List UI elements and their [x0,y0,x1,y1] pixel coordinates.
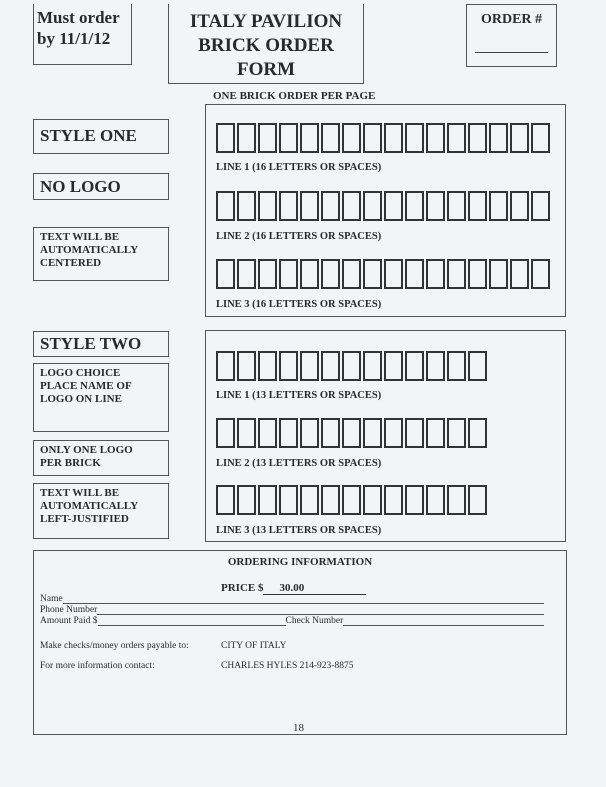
letter-box[interactable] [489,191,508,221]
form-title-line2: BRICK ORDER FORM [198,35,334,80]
logo-choice-note [33,363,169,432]
letter-box[interactable] [405,123,424,153]
letter-box[interactable] [300,351,319,381]
letter-box[interactable] [279,351,298,381]
letter-box[interactable] [363,485,382,515]
letter-box[interactable] [405,259,424,289]
ordering-info-title: ORDERING INFORMATION [227,556,373,568]
amount-check-field[interactable] [40,616,544,626]
letter-box[interactable] [384,418,403,448]
letter-box[interactable] [510,191,529,221]
line2-letter-boxes[interactable] [216,418,487,448]
letter-box[interactable] [384,123,403,153]
line2-label: LINE 2 (13 LETTERS OR SPACES) [216,458,382,469]
letter-box[interactable] [258,351,277,381]
note-line: PLACE NAME OF [40,380,132,392]
line3-label: LINE 3 (13 LETTERS OR SPACES) [216,525,382,536]
form-title-box [168,4,364,84]
note-line: AUTOMATICALLY [40,244,139,256]
amount-input-line[interactable] [98,616,286,626]
letter-box[interactable] [300,485,319,515]
letter-box[interactable] [363,418,382,448]
deadline-line1: Must order [37,8,120,27]
ordering-info-box [33,550,567,735]
note-line: AUTOMATICALLY [40,500,139,512]
phone-field[interactable] [40,605,544,615]
letter-box[interactable] [384,485,403,515]
note-line: CENTERED [40,257,102,269]
deadline-box [33,4,132,65]
letter-box[interactable] [279,123,298,153]
letter-box[interactable] [468,191,487,221]
letter-box[interactable] [258,123,277,153]
letter-box[interactable] [363,259,382,289]
letter-box[interactable] [237,259,256,289]
letter-box[interactable] [342,123,361,153]
order-number-box [466,4,557,67]
letter-box[interactable] [300,123,319,153]
style-one-panel [205,104,566,317]
letter-box[interactable] [489,259,508,289]
contact-label: For more information contact: [40,661,155,671]
letter-box[interactable] [321,485,340,515]
letter-box[interactable] [447,418,466,448]
letter-box[interactable] [342,418,361,448]
letter-box[interactable] [531,191,550,221]
note-line: LEFT-JUSTIFIED [40,513,129,525]
letter-box[interactable] [426,259,445,289]
letter-box[interactable] [258,485,277,515]
letter-box[interactable] [237,191,256,221]
name-input-line[interactable] [63,594,544,604]
letter-box[interactable] [321,259,340,289]
letter-box[interactable] [447,123,466,153]
letter-box[interactable] [447,351,466,381]
order-number-field[interactable] [475,52,548,53]
line1-label: LINE 1 (16 LETTERS OR SPACES) [216,162,382,173]
letter-box[interactable] [447,191,466,221]
letter-box[interactable] [447,259,466,289]
letter-box[interactable] [405,191,424,221]
letter-box[interactable] [216,259,235,289]
letter-box[interactable] [216,123,235,153]
letter-box[interactable] [468,123,487,153]
note-line: TEXT WILL BE [40,231,120,243]
contact-value: CHARLES HYLES 214-923-8875 [221,661,354,671]
phone-input-line[interactable] [97,605,544,615]
letter-box[interactable] [237,351,256,381]
letter-box[interactable] [384,259,403,289]
letter-box[interactable] [216,485,235,515]
letter-box[interactable] [468,259,487,289]
line2-label: LINE 2 (16 LETTERS OR SPACES) [216,231,382,242]
page-number: 18 [293,722,304,734]
letter-box[interactable] [405,485,424,515]
letter-box[interactable] [342,259,361,289]
line3-letter-boxes[interactable] [216,259,550,289]
letter-box[interactable] [426,123,445,153]
line1-label: LINE 1 (13 LETTERS OR SPACES) [216,390,382,401]
letter-box[interactable] [489,123,508,153]
price-value: 30.00 [279,582,305,594]
style-two-label: STYLE TWO [33,331,169,357]
letter-box[interactable] [363,123,382,153]
letter-box[interactable] [384,351,403,381]
form-title-line1: ITALY PAVILION [189,11,343,32]
name-label: Name [40,594,63,604]
letter-box[interactable] [405,351,424,381]
letter-box[interactable] [300,418,319,448]
deadline-line2: by 11/1/12 [37,29,111,48]
style-two-note [33,483,169,539]
letter-box[interactable] [300,191,319,221]
line1-letter-boxes[interactable] [216,351,487,381]
style-one-note [33,227,169,281]
letter-box[interactable] [510,259,529,289]
style-two-panel [205,330,566,542]
letter-box[interactable] [468,418,487,448]
check-input-line[interactable] [343,616,544,626]
letter-box[interactable] [510,123,529,153]
no-logo-label: NO LOGO [33,173,169,200]
letter-box[interactable] [237,485,256,515]
amount-label: Amount Paid $ [40,616,98,626]
price-label: PRICE $ [221,582,264,594]
letter-box[interactable] [405,418,424,448]
letter-box[interactable] [468,351,487,381]
letter-box[interactable] [321,351,340,381]
line2-letter-boxes[interactable] [216,191,550,221]
phone-label: Phone Number [40,605,98,615]
letter-box[interactable] [342,485,361,515]
letter-box[interactable] [279,418,298,448]
payable-label: Make checks/money orders payable to: [40,641,189,651]
letter-box[interactable] [321,191,340,221]
letter-box[interactable] [258,259,277,289]
letter-box[interactable] [216,191,235,221]
letter-box[interactable] [279,485,298,515]
letter-box[interactable] [216,351,235,381]
letter-box[interactable] [447,485,466,515]
note-line: LOGO ON LINE [40,393,122,405]
note-line: PER BRICK [40,457,101,469]
letter-box[interactable] [237,123,256,153]
line3-label: LINE 3 (16 LETTERS OR SPACES) [216,299,382,310]
letter-box[interactable] [321,418,340,448]
letter-box[interactable] [258,418,277,448]
check-label: Check Number [285,616,344,626]
letter-box[interactable] [258,191,277,221]
letter-box[interactable] [531,259,550,289]
note-line: ONLY ONE LOGO [40,444,133,456]
note-line: LOGO CHOICE [40,367,121,379]
letter-box[interactable] [426,485,445,515]
letter-box[interactable] [531,123,550,153]
note-line: TEXT WILL BE [40,487,120,499]
letter-box[interactable] [426,418,445,448]
letter-box[interactable] [468,485,487,515]
style-one-label: STYLE ONE [33,119,169,154]
letter-box[interactable] [279,191,298,221]
letter-box[interactable] [279,259,298,289]
order-number-label: ORDER # [480,12,543,27]
letter-box[interactable] [363,351,382,381]
letter-box[interactable] [342,351,361,381]
line3-letter-boxes[interactable] [216,485,487,515]
letter-box[interactable] [426,351,445,381]
instruction: ONE BRICK ORDER PER PAGE [213,90,376,102]
letter-box[interactable] [216,418,235,448]
letter-box[interactable] [384,191,403,221]
letter-box[interactable] [342,191,361,221]
payable-value: CITY OF ITALY [221,641,287,651]
line1-letter-boxes[interactable] [216,123,550,153]
letter-box[interactable] [300,259,319,289]
one-logo-note [33,440,169,476]
name-field[interactable] [40,594,544,604]
letter-box[interactable] [237,418,256,448]
letter-box[interactable] [426,191,445,221]
letter-box[interactable] [363,191,382,221]
letter-box[interactable] [321,123,340,153]
